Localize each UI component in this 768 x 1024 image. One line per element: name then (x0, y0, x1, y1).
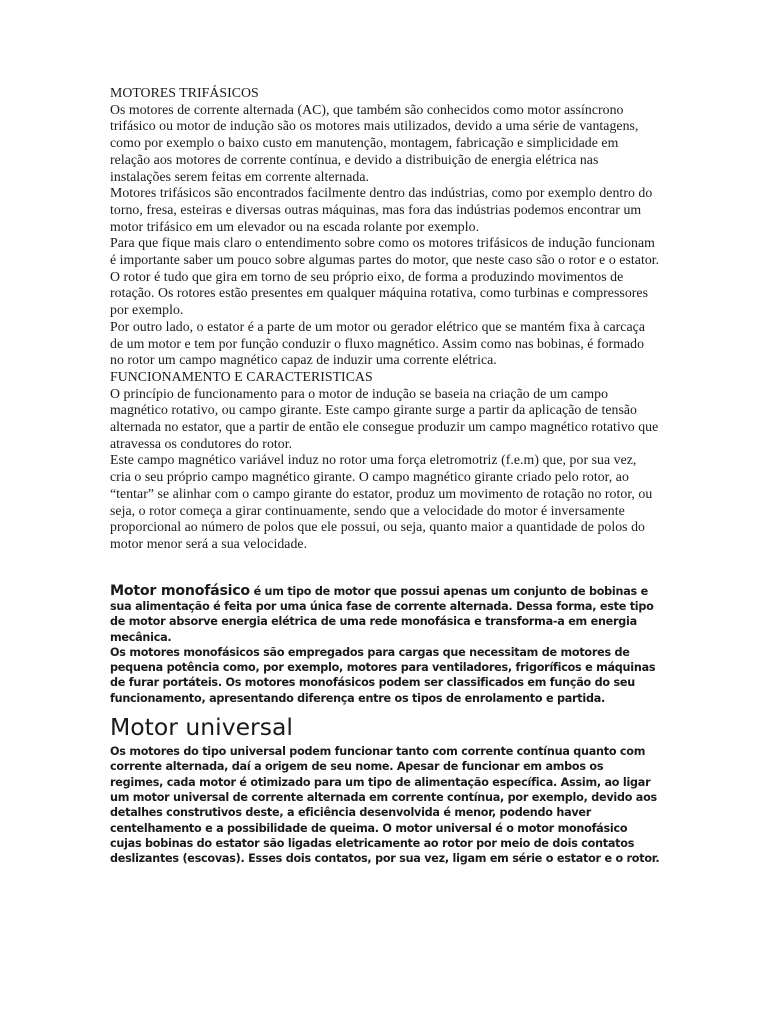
section-title-trifasicos: MOTORES TRIFÁSICOS (110, 85, 259, 100)
document-page (110, 85, 660, 866)
paragraph: Para que fique mais claro o entendimento sobre como os motores trifásicos de indução funcionam é importante saber um pouco sobre algumas partes do motor, que neste caso são o rotor e o estator. (110, 235, 660, 268)
paragraph: Motores trifásicos são encontrados facilmente dentro das indústrias, como por exemplo dentro do torno, fresa, esteiras e diversas outras máquinas, mas fora das indústrias podemos encontrar um motor trifásico em um elevador ou na escada rolante por exemplo. (110, 185, 653, 234)
monofasico-lead-term: Motor monofásico (110, 582, 250, 599)
paragraph: Por outro lado, o estator é a parte de um motor ou gerador elétrico que se mantém fixa à carcaça de um motor e tem por função conduzir o fluxo magnético. Assim como nas bobinas, é formado no rotor um campo magnético capaz de induzir uma corrente elétrica. (110, 318, 645, 368)
section-universal (110, 712, 660, 866)
paragraph: Este campo magnético variável induz no rotor uma força eletromotriz (f.e.m) que, por sua vez, cria o seu próprio campo magnético girante. O campo magnético girante criado pelo rotor, ao “tentar” se alinhar com o campo girante do estator, produz um movimento de rotação no rotor, ou seja, o rotor começa a girar continuamente, sendo que a velocidade do motor é inversamente proporcional ao número de polos que ele possui, ou seja, quanto maior a quantidade de polos do motor menor será a sua velocidade. (110, 452, 653, 551)
monofasico-lead-text: é um tipo de motor que possui apenas um conjunto de bobinas e sua alimentação é feita por uma única fase de corrente alternada. Dessa forma, este tipo de motor absorve energia elétrica de uma rede monofásica e transforma-a em energia mecânica. (110, 584, 654, 644)
section-trifasicos (110, 85, 660, 369)
paragraph: Os motores monofásicos são empregados para cargas que necessitam de motores de pequena potência como, por exemplo, motores para ventiladores, frigoríficos e máquinas de furar portáteis. Os motores monofásicos podem ser classificados em função do seu funcionamento, apresentando diferença entre os tipos de enrolamento e partida. (110, 645, 656, 705)
section-title-universal: Motor universal (110, 713, 293, 742)
paragraph: O princípio de funcionamento para o motor de indução se baseia na criação de um campo magnético rotativo, ou campo girante. Este campo girante surge a partir da aplicação de tensão alternada no estator, que a partir de então ele consegue produzir um campo magnético rotativo que atravessa os condutores do rotor. (110, 385, 659, 451)
section-funcionamento (110, 369, 660, 553)
paragraph-monofasico-intro (110, 584, 660, 645)
paragraph: Os motores do tipo universal podem funcionar tanto com corrente contínua quanto com corrente alternada, daí a origem de seu nome. Apesar de funcionar em ambos os regimes, cada motor é otimizado para um tipo de alimentação específica. Assim, ao ligar um motor universal de corrente alternada em corrente contínua, por exemplo, devido aos detalhes construtivos deste, a eficiência desenvolvida é menor, podendo haver centelhamento e a possibilidade de queima. O motor universal é o motor monofásico cujas bobinas do estator são ligadas eletricamente ao rotor por meio de dois contatos deslizantes (escovas). Esses dois contatos, por sua vez, ligam em série o estator e o rotor. (110, 745, 660, 866)
paragraph: Os motores de corrente alternada (AC), que também são conhecidos como motor assíncrono trifásico ou motor de indução são os motores mais utilizados, devido a uma série de vantagens, como por exemplo o baixo custo em manutenção, montagem, fabricação e simplicidade em relação aos motores de corrente contínua, e devido a distribuição de energia elétrica nas instalações serem feitas em corrente alternada. (110, 101, 639, 184)
section-title-funcionamento: FUNCIONAMENTO E CARACTERISTICAS (110, 368, 373, 384)
paragraph: O rotor é tudo que gira em torno de seu próprio eixo, de forma a produzindo movimentos de rotação. Os rotores estão presentes em qualquer máquina rotativa, como turbinas e compressores por exemplo. (110, 268, 649, 318)
section-monofasico (110, 584, 660, 706)
